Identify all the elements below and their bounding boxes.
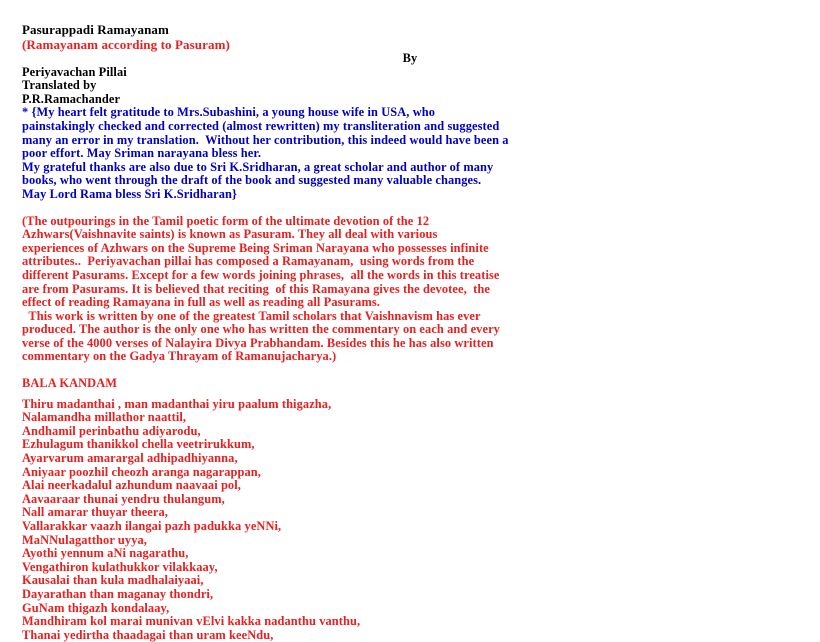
acknowledgement-line: * {My heart felt gratitude to Mrs.Subashini, a young house wife in USA, who [22, 105, 436, 120]
verse-line: GuNam thigazh kondalaay, [22, 600, 170, 615]
verse-line: Alai neerkadalul azhundum naavaai pol, [22, 478, 241, 493]
verse-line: Ezhulagum thanikkol chella veetrirukkum, [22, 437, 255, 452]
introduction-line: Azhwars(Vaishnavite saints) is known as Pasuram. They all deal with various [22, 227, 438, 242]
verse-line: Vallarakkar vaazh ilangai pazh padukka yeNNi, [22, 519, 282, 533]
introduction-line: different Pasurams. Except for a few words joining phrases, all the words in this treatise [22, 267, 500, 282]
acknowledgement-line: painstakingly checked and corrected (almost rewritten) my transliteration and suggested [22, 118, 500, 133]
acknowledgement-line: books, who went through the draft of the book and suggested many valuable changes. [22, 173, 482, 188]
spacer [22, 364, 798, 377]
introduction-line: (The outpourings in the Tamil poetic form of the ultimate devotion of the 12 [22, 213, 430, 228]
verse-line: Vengathiron kulathukkor vilakkaay, [22, 559, 218, 574]
by-label: By [402, 51, 418, 65]
introduction-line: This work is written by one of the greatest Tamil scholars that Vaishnavism has ever [22, 308, 481, 323]
translated-by-label: Translated by [22, 78, 97, 93]
acknowledgement-line: poor effort. May Sriman narayana bless her. [22, 146, 262, 161]
author-name: Periyavachan Pillai [22, 64, 127, 79]
acknowledgement-line: My grateful thanks are also due to Sri K.Sridharan, a great scholar and author of many [22, 159, 494, 174]
introduction-line: experiences of Azhwars on the Supreme Being Sriman Narayana who possesses infinite [22, 240, 489, 255]
introduction-line: effect of reading Ramayana in full as well as reading all Pasurams. [22, 295, 380, 310]
document-subtitle: (Ramayanam according to Pasuram) [22, 37, 230, 52]
introduction-block [22, 215, 798, 365]
verse-line: Ayarvarum amarargal adhipadhiyanna, [22, 451, 238, 466]
translator-name: P.R.Ramachander [22, 91, 121, 106]
verse-line: Nalamandha millathor naattil, [22, 410, 187, 425]
verse-line: Nall amarar thuyar theera, [22, 505, 168, 520]
verse-line: Aavaaraar thunai yendru thulangum, [22, 491, 225, 506]
verse-line: Thiru madanthai , man madanthai yiru paalum thigazha, [22, 396, 332, 411]
introduction-line: are from Pasurams. It is believed that reciting of this Ramayana gives the devotee, the [22, 281, 490, 296]
verse-line: Kausalai than kula madhalaiyaai, [22, 573, 204, 588]
verse-line: Ayothi yennum aNi nagarathu, [22, 546, 189, 561]
acknowledgement-line: May Lord Rama bless Sri K.Sridharan} [22, 186, 238, 201]
introduction-line: commentary on the Gadya Thrayam of Ramanujacharya.) [22, 349, 337, 364]
verse-line: MaNNulagatthor uyya, [22, 532, 147, 547]
introduction-line: attributes.. Periyavachan pillai has composed a Ramayanam, using words from the [22, 254, 475, 269]
verse-line: Dayarathan than maganay thondri, [22, 586, 214, 601]
verse-block [22, 398, 798, 642]
introduction-line: produced. The author is the only one who has written the commentary on each and every [22, 322, 500, 337]
document-title: Pasurappadi Ramayanam [22, 22, 169, 37]
spacer [22, 202, 798, 215]
title-block [22, 22, 798, 106]
acknowledgement-block [22, 106, 798, 201]
verse-line: Andhamil perinbathu adiyarodu, [22, 423, 201, 438]
section-heading: BALA KANDAM [22, 376, 118, 391]
acknowledgement-line: many an error in my translation. Without her contribution, this indeed would have been a [22, 132, 509, 147]
introduction-line: verse of the 4000 verses of Nalayira Divya Prabhandam. Besides this he has also written [22, 335, 494, 350]
verse-line: Mandhiram kol marai munivan vElvi kakka nadanthu vanthu, [22, 614, 361, 629]
verse-line: Aniyaar poozhil cheozh aranga nagarappan, [22, 464, 261, 479]
verse-line: Thanai yedirtha thaadagai than uram keeNdu, [22, 627, 274, 642]
